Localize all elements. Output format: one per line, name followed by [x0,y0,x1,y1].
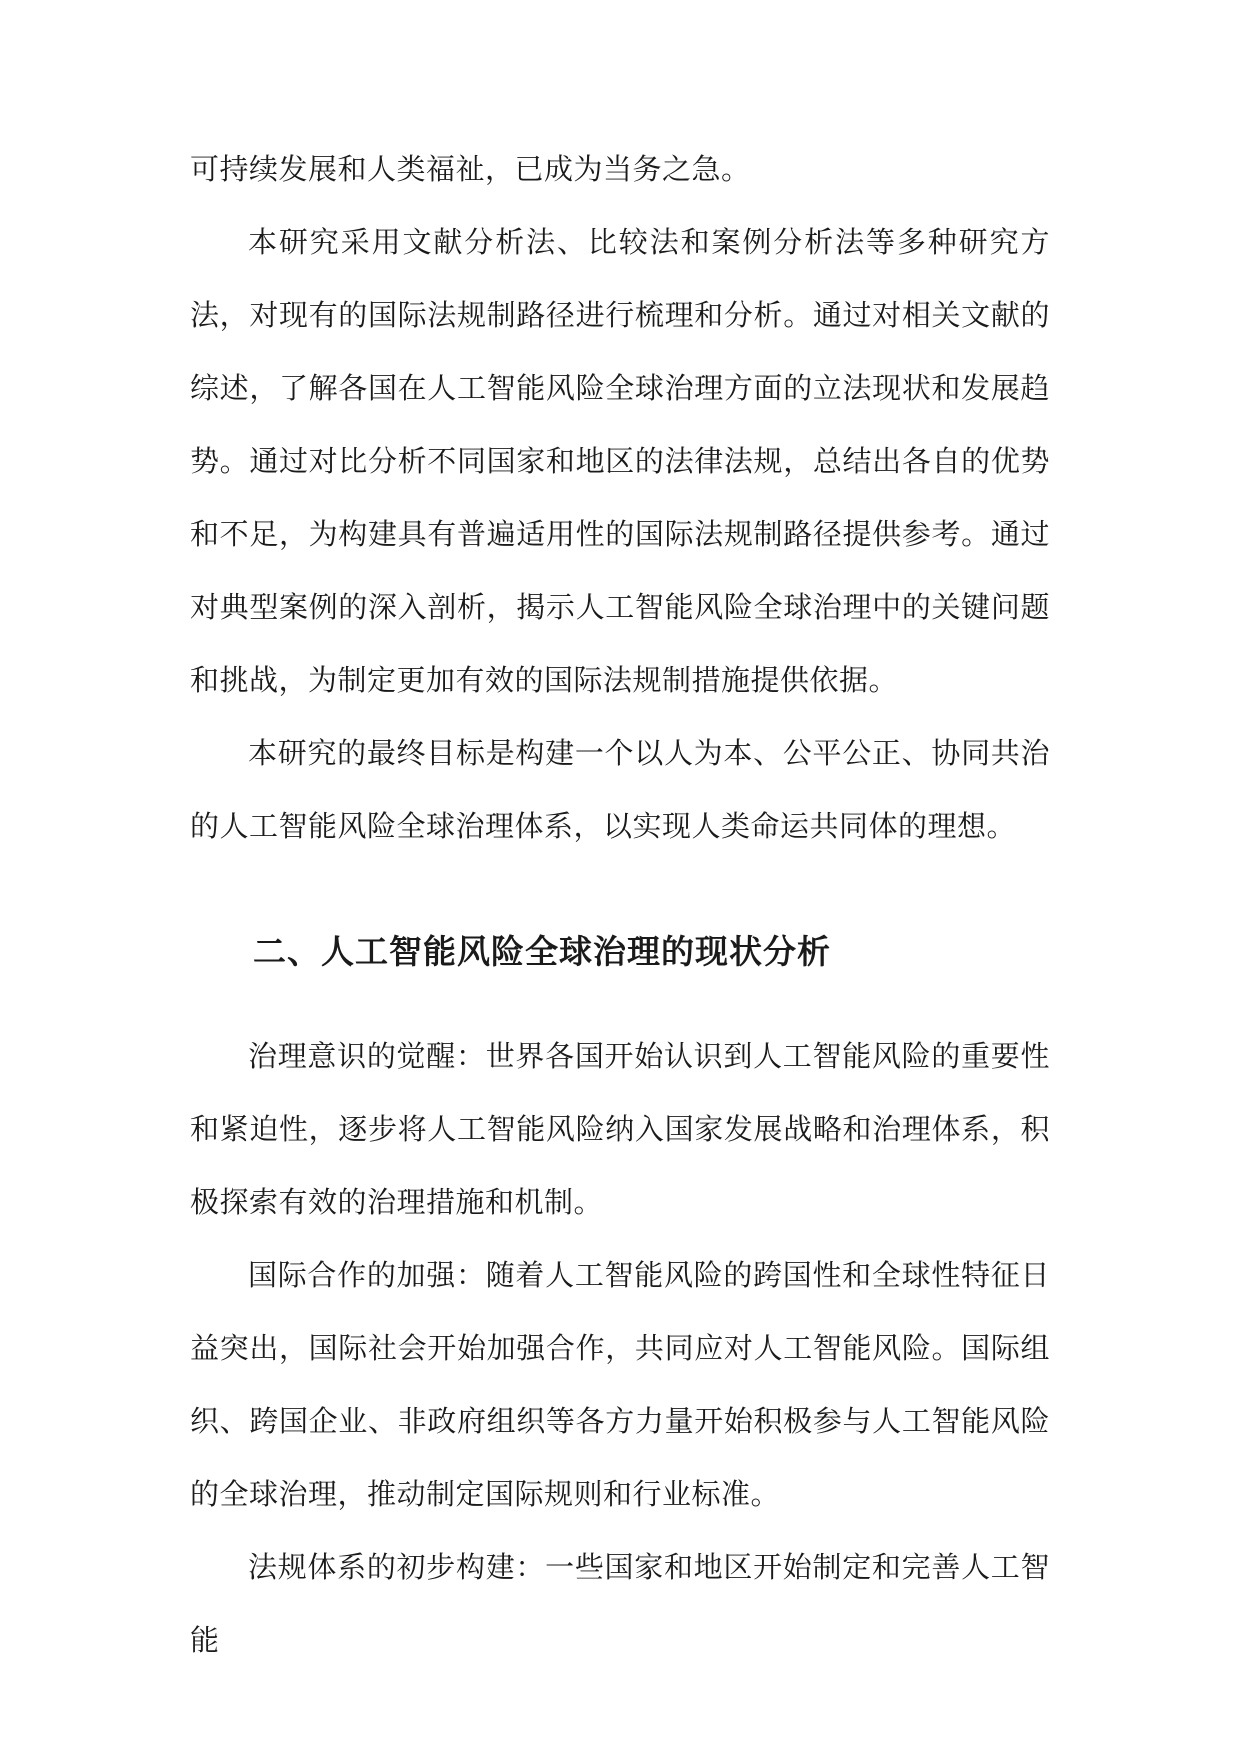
paragraph-governance-awareness: 治理意识的觉醒：世界各国开始认识到人工智能风险的重要性和紧迫性，逐步将人工智能风险纳入国家发展战略和治理体系，积极探索有效的治理措施和机制。 [190,1039,1050,1219]
paragraph-continuation: 可持续发展和人类福祉，已成为当务之急。 [190,152,751,186]
paragraph-research-methods: 本研究采用文献分析法、比较法和案例分析法等多种研究方法，对现有的国际法规制路径进行梳理和分析。通过对相关文献的综述，了解各国在人工智能风险全球治理方面的立法现状和发展趋势。通过对比分析不同国家和地区的法律法规，总结出各自的优势和不足，为构建具有普遍适用性的国际法规制路径提供参考。通过对典型案例的深入剖析，揭示人工智能风险全球治理中的关键问题和挑战，为制定更加有效的国际法规制措施提供依据。 [190,225,1050,697]
body-text-lower [190,1020,1050,1677]
paragraph-regulatory-framework: 法规体系的初步构建：一些国家和地区开始制定和完善人工智能 [190,1550,1050,1657]
paragraph-research-goal: 本研究的最终目标是构建一个以人为本、公平公正、协同共治的人工智能风险全球治理体系，以实现人类命运共同体的理想。 [190,736,1050,843]
body-text-upper [190,133,1050,863]
section-heading: 二、人工智能风险全球治理的现状分析 [253,932,831,971]
paragraph-international-cooperation: 国际合作的加强：随着人工智能风险的跨国性和全球性特征日益突出，国际社会开始加强合作，共同应对人工智能风险。国际组织、跨国企业、非政府组织等各方力量开始积极参与人工智能风险的全球治理，推动制定国际规则和行业标准。 [190,1258,1050,1511]
